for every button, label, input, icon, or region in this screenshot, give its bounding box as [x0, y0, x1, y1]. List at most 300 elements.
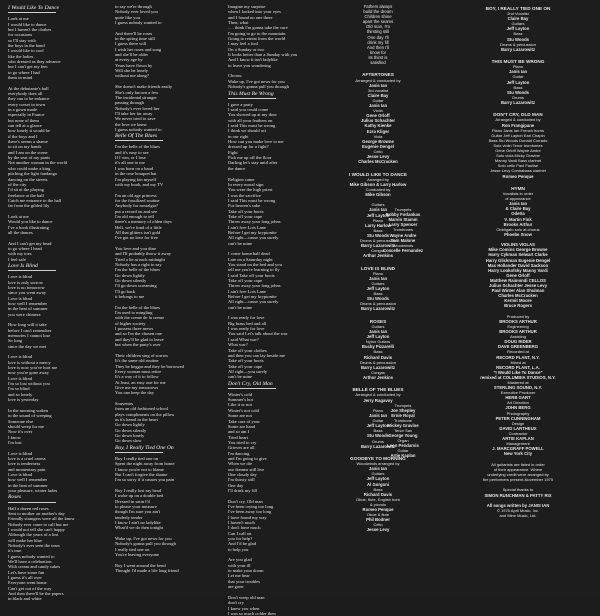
lyric-line: You can keep the day: [115, 390, 154, 396]
lyric-line: Imagine my surprise: [228, 4, 266, 9]
lyric-line: Grieves are all: [228, 445, 255, 451]
lyric-line: especially in France: [8, 112, 45, 118]
title-underline: [8, 502, 56, 503]
lyric-line: How can you make love to me: [228, 139, 284, 145]
lyric-line: Fight: [228, 149, 238, 155]
credit-role: Vocalists in order: [502, 191, 534, 197]
credit-role: build the dream: [363, 9, 393, 15]
credit-name: Richard Davis: [363, 354, 393, 360]
credit-name: Janis Ian: [368, 82, 388, 88]
lyric-line: I said Take off your boots: [228, 272, 275, 278]
credit-role: Nylon Guitars: [365, 339, 391, 345]
credit-name: Barry Lazarowitz: [360, 306, 395, 312]
lyric-line: Thought I'd made a life long friend: [115, 568, 179, 574]
lyric-line: Boy I really tied one on: [115, 455, 159, 461]
credit-name: Gene Orloff: [506, 272, 530, 278]
lyric-line: She doesn't make friends easily: [115, 84, 173, 90]
lyric-line: freelance at the ball: [8, 192, 44, 198]
lyric-line: I'm going to go to the mountain: [228, 30, 286, 36]
credit-role: Drums & percussion: [499, 41, 536, 47]
credit-role: Trumpets: [394, 402, 412, 408]
credit-name: Joe Shepley: [390, 407, 416, 413]
lyric-line: and she'll be older: [115, 52, 149, 58]
title-underline: [228, 98, 276, 99]
lyric-line: All right—cause you surely: [228, 299, 279, 305]
lyric-line: Boy I really lost my head: [115, 487, 162, 493]
credit-role: Arranged & conducted by: [355, 392, 401, 398]
credit-heading: LOVE IS BLIND: [360, 265, 396, 271]
lyric-line: so I'll stay with: [8, 37, 36, 43]
lyric-line: I'm lost: [8, 439, 22, 445]
lyric-line: and I'm going to give: [228, 455, 267, 461]
credit-name: "I Would Like To Dance": [493, 369, 543, 375]
lyric-line: passing through: [115, 100, 144, 106]
lyric-line: and momentary pain: [8, 466, 46, 472]
lyric-line: our dreams still live: [228, 466, 265, 472]
credit-name: Al Gorgoni: [367, 481, 389, 487]
lyric-line: love is now you've hurt me: [8, 365, 58, 371]
lyric-line: Wake up, I've got news for you: [228, 78, 285, 84]
lyric-line: You're leaving everyone: [115, 552, 160, 558]
lyric-line: without me along?: [115, 73, 149, 79]
credit-role: Solo viola Micky Gravine: [496, 153, 540, 159]
credit-role: the performers present-November 1975: [482, 477, 554, 483]
credit-role: Produced by: [506, 313, 530, 319]
credit-name: Charles McCracken: [358, 159, 398, 165]
credit-role: & piccolo: [369, 501, 387, 507]
lyric-line: I was the sacrifice: [228, 192, 261, 198]
lyric-line: plays compliments on the pillow: [115, 411, 175, 417]
lyric-line: Would you like to dance: [8, 219, 53, 225]
lyric-line: before I can't remember: [8, 327, 52, 333]
credit-role: satisfied: [370, 60, 386, 66]
lyric-line: can tell at a glance: [8, 123, 42, 129]
lyric-line: with my toes: [8, 251, 32, 257]
credit-role: Guitar: [372, 418, 384, 424]
lyric-line: but none of them: [8, 117, 39, 123]
credit-name: ARTIE KAPLAN: [502, 436, 534, 442]
credit-role: Organ: [397, 438, 409, 444]
lyric-line: I know: [8, 434, 21, 440]
lyric-line: Souvenirs: [115, 400, 134, 406]
credit-role: Recorded at: [507, 349, 529, 355]
lyric-line: I guess nobody wanted to: [115, 20, 162, 26]
lyric-line: When we die: [228, 461, 252, 467]
lyric-line: and so am I: [228, 429, 250, 435]
credit-role: Guitar: [397, 448, 409, 454]
lyric-line: One cloudy day: [228, 471, 257, 477]
lyric-line: who dressed as they advance: [8, 58, 61, 64]
lyric-line: and so lonely: [8, 391, 33, 397]
credit-name: Arthur Jenkins: [363, 374, 393, 380]
lyric-line: for occasions: [8, 32, 33, 38]
lyric-line: with your ill: [228, 562, 251, 568]
credit-name: Kermit Moore: [504, 298, 532, 304]
lyric-line: it's all one to me: [115, 160, 145, 166]
credit-name: Matthew Raimondi CELLOS: [490, 277, 546, 283]
lyric-line: One day: [228, 482, 244, 488]
lyric-line: of higher society: [115, 320, 146, 326]
credit-gap: [438, 105, 598, 110]
credit-name: Jeff Layton: [506, 26, 530, 32]
lyric-line: in the spring time still: [115, 36, 155, 42]
lyric-line: Look at me: [8, 213, 29, 219]
lyric-line: Take care of your: [228, 418, 260, 424]
credit-name: Brooks Arthur: [503, 221, 533, 227]
lyric-line: Friendly strangers were all the know: [8, 516, 75, 522]
song-title: [115, 133, 215, 141]
lyric-line: Can't get out of the way: [8, 585, 52, 591]
lyric-line: dressed up for a fight?: [228, 144, 269, 150]
lyric-line: Nobody ever loved you: [115, 9, 158, 15]
lyric-line: I gave a party: [228, 101, 253, 107]
lyrics-column-1: [8, 4, 93, 602]
lyric-line: the dance: [228, 165, 246, 171]
song-title: [8, 5, 93, 13]
credit-name: Jerry Ragavoy: [363, 397, 393, 403]
credit-name: Julius Schachter: [360, 118, 395, 124]
lyric-line: Can I call on: [228, 530, 252, 536]
credit-name: HERB GART: [505, 395, 531, 401]
lyric-line: I've a book illustrating: [8, 224, 49, 230]
lyric-line: everybody does all: [8, 91, 43, 97]
lyric-line: love is only sorrow: [8, 279, 43, 285]
lyric-line: Some are hand: [228, 423, 256, 429]
credit-role: Drums & percussion: [359, 359, 396, 365]
lyric-line: I said This must be wrong: [228, 123, 276, 129]
lyric-line: Tried a lie at each midnight: [115, 256, 165, 262]
lyric-line: pitching the light fandango: [8, 171, 58, 177]
lyric-line: can't be mine: [228, 240, 253, 246]
lyric-line: I guess there will: [115, 41, 147, 47]
lyric-line: Go down silently: [115, 278, 147, 284]
credit-name: Claire Bay: [507, 16, 529, 22]
lyric-line: your pleasure, winter fades: [8, 487, 58, 493]
credit-name: Barry Lazarowitz: [360, 364, 395, 370]
credit-name: V. Martin Fink: [504, 216, 532, 222]
lyric-line: to the sound of weeping: [8, 413, 52, 419]
credit-name: Stu Woods: [366, 232, 390, 238]
lyric-line: I knew you when: [228, 605, 260, 611]
credit-name: Stu Woods: [366, 433, 390, 439]
lyric-line: when I looked into your eyes: [228, 9, 281, 15]
lyric-line: I was so much colder then: [228, 610, 276, 616]
lyric-line: they can to be enhance: [8, 96, 50, 102]
lyric-line: We'll have a celebration: [8, 558, 52, 564]
lyric-line: I'm the belle of the blues: [115, 144, 160, 150]
lyric-line: . . . think I'm gonna take the cure: [228, 25, 288, 31]
credit-role: Drums: [372, 438, 384, 444]
credit-role: its thirst is: [368, 54, 388, 60]
song-title-text: I Would Like To Dance: [8, 5, 60, 11]
title-underline: [115, 140, 163, 141]
lyric-line: You tried to cry: [228, 439, 257, 445]
lyric-line: who could make a king: [8, 165, 51, 171]
credit-name: Phil Bodner: [366, 517, 390, 523]
credit-name: Romeo Penque: [362, 507, 394, 512]
lyric-line: I guess nobody wanted to: [8, 553, 55, 559]
lyric-line: The incidental stranger: [115, 94, 157, 100]
lyric-line: Nobody's ever loved her: [115, 105, 160, 111]
credit-heading: AFTERTONES: [362, 72, 394, 78]
credit-name: BROOKS ARTHUR: [499, 318, 537, 324]
lyric-line: Tried heart: [228, 434, 248, 440]
lyric-line: Half a dozen red roses: [8, 505, 49, 511]
credit-role: Drums & percussion: [359, 237, 396, 243]
lyric-line: and I found no one there: [228, 14, 273, 20]
lyric-line: Their children sing of sorrow: [115, 352, 169, 358]
credit-name: Ernie Royal: [391, 412, 415, 418]
lyric-line: since you went away: [8, 290, 47, 296]
lyric-line: all the dances: [8, 229, 33, 235]
credit-name: Ron Frangipane: [501, 122, 535, 128]
title-underline: [8, 12, 56, 13]
lyric-line: I'm so blind: [8, 386, 30, 392]
credit-role: of their appearance. Where: [493, 466, 543, 472]
credit-name: RECORD PLANT, L.A.: [496, 364, 540, 370]
credit-role: © 1975 April Music, Inc.: [496, 508, 540, 514]
credit-name: DAVE GREENBERG: [497, 344, 539, 350]
lyric-line: Then, what: [228, 20, 249, 26]
credit-heading: BOY, I REALLY TIED ONE ON: [485, 6, 551, 11]
lyric-line: Take off your boots: [228, 358, 264, 364]
lyric-line: In every moral sign: [228, 181, 264, 187]
lyric-line: to leave you wondering: [228, 62, 271, 68]
lyric-line: love is yesterday: [8, 397, 39, 403]
lyric-line: can't be mine: [228, 304, 253, 310]
credit-role: Congas: [371, 248, 385, 254]
lyric-line: and they'll be glad to leave: [115, 336, 164, 342]
credit-role: Photography: [506, 410, 530, 416]
lyric-line: them in mind: [8, 74, 33, 80]
title-underline: [115, 452, 163, 453]
lyric-line: And I can't get my head: [8, 240, 52, 246]
lyric-line: Anybody for nostalgia?: [115, 203, 158, 209]
lyric-line: I would not tell she can't happy: [8, 526, 65, 532]
credit-name: Jeff Layton: [366, 286, 390, 292]
credit-role: Jesse Levy Contrabass clarinet: [490, 168, 546, 174]
credit-role: Cello: [373, 522, 383, 528]
credit-name: Barry Lazarowitz: [360, 243, 395, 249]
credit-role: And then I'll: [366, 44, 390, 50]
lyric-line: You were the high priest: [228, 187, 273, 193]
lyric-line: I was ready for love: [228, 315, 265, 321]
credit-heading: THIS MUST BE WRONG: [491, 59, 545, 65]
credit-role: underlying credit were arranged by: [487, 471, 549, 477]
credit-name: George Young: [388, 433, 418, 439]
credit-name: Jeff Layton: [366, 334, 390, 340]
credit-role: Arranged & conducted by: [495, 117, 541, 123]
lyric-line: Religion came: [228, 176, 255, 182]
credit-role: Piano: [372, 217, 384, 223]
lyric-line: Everyone went home: [8, 580, 47, 586]
lyrics-column-3: [228, 4, 323, 616]
credit-role: Violin: [373, 108, 383, 114]
lyric-line: And I'd be glad: [228, 541, 256, 547]
lyric-line: I ain't free Lois Lane: [228, 288, 266, 294]
credit-name: Jeff Layton: [366, 476, 390, 482]
credit-role: thirsting still: [366, 29, 390, 35]
credit-role: Bass: [513, 31, 523, 37]
credit-role: Design: [511, 420, 525, 426]
lyric-line: Give me my tomorrows: [115, 384, 159, 390]
song-title-text: Don't Cry, Old Man: [228, 380, 273, 387]
lyric-line: will make her blue: [8, 537, 42, 543]
lyric-line: I'm playing fan myself: [115, 176, 157, 182]
credit-heading: HYMN: [511, 185, 525, 191]
lyric-line: love is a cruel caress: [8, 455, 46, 461]
lyric-line: in black and white: [8, 596, 42, 602]
credit-name: J. MARCGRAFF POWELL: [492, 446, 544, 452]
lyric-line: Years have flown by: [115, 62, 153, 68]
lyric-line: I guess it's all over: [8, 574, 42, 580]
lyric-line: Go down silently: [115, 427, 147, 433]
lyric-line: Go down lightly: [115, 422, 145, 428]
credit-role: Mixed at: [510, 359, 526, 365]
lyric-line: I know I ain't no ladylike: [115, 520, 161, 526]
lyric-line: by the seat of my pants: [8, 155, 51, 161]
credit-name: Romeo Penque: [502, 173, 534, 179]
credit-role: Viola: [373, 133, 383, 139]
lyric-line: love is no tomorrow: [8, 284, 45, 290]
credit-name: Marvin Stamm: [388, 217, 418, 223]
lyric-line: with my book, and my TV: [115, 181, 164, 187]
lyric-line: I'm used to mingling: [115, 310, 153, 316]
lyric-line: Love is blind: [8, 354, 32, 360]
credit-name: Ezra Kliger: [366, 128, 390, 134]
lyric-line: Now it's over: [8, 429, 33, 435]
credit-role: Arranged by: [367, 176, 389, 182]
credit-name: Larry Harlow: [365, 222, 391, 228]
lyric-line: Love is blind: [8, 450, 32, 456]
credit-role: Bass: [373, 428, 383, 434]
lyric-line: Someone else: [8, 418, 34, 424]
credit-role: Guitar: [512, 74, 524, 80]
lyric-line: for the fossilized routine: [115, 197, 160, 203]
credit-name: DOUG RIDER: [504, 339, 532, 345]
credit-name: Janis Ian: [368, 207, 388, 213]
lyric-line: And then there'll be the papers: [8, 591, 64, 597]
lyric-line: In the morning waken: [8, 407, 49, 413]
credit-name: Bobby Forlankas: [385, 212, 421, 218]
credit-name: Artie Kaplan: [390, 453, 416, 459]
credit-name: STERLING SOUND, N.Y.: [493, 385, 543, 391]
lyric-line: love is tenderness: [8, 461, 41, 467]
lyric-line: You love and you dine: [115, 245, 156, 251]
credit-role: Gene Orloff Wayne Andre: [495, 148, 541, 154]
lyric-line: I said What war?: [228, 336, 259, 342]
lyric-line: I've got no love for free: [115, 235, 158, 241]
credit-role: Engineering: [507, 323, 529, 329]
credit-name: Jesse Levy: [366, 153, 390, 159]
lyric-line: I'd sit at the playing: [8, 187, 44, 193]
song-title-text: Boy, I Really Tied One On: [115, 444, 174, 451]
song-title: [8, 263, 93, 271]
lyric-line: On a Sunday or two: [228, 46, 265, 52]
lyric-line: are gone: [228, 584, 244, 590]
credit-role: Guitars: [371, 471, 385, 477]
credit-role: Bass: [373, 349, 383, 355]
credit-name: Stu Woods: [506, 36, 530, 42]
lyric-line: to make your doom: [228, 568, 264, 574]
lyric-line: with all your feathers on: [228, 117, 273, 123]
credit-role: Conducted by: [365, 186, 391, 192]
lyric-line: Some are not: [228, 413, 252, 419]
lyric-line: Big brass bed and all: [228, 320, 267, 326]
credit-name: Harry Lookofsky Manny Vardi: [488, 267, 548, 273]
lyric-line: Sent to mother on mother's day: [8, 510, 65, 516]
lyric-line: there's seems a shame: [8, 139, 48, 145]
credit-role: Woodwinds arranged by: [356, 461, 400, 467]
credit-role: drink my fill: [367, 39, 389, 45]
lyric-line: the boys in the band: [8, 42, 45, 48]
credit-role: Arranged & conducted by: [355, 77, 401, 83]
lyric-line: but I haven't the clothes: [8, 26, 52, 32]
lyric-line: Pick me up off the floor: [228, 155, 272, 161]
lyric-line: What war?: [228, 342, 248, 348]
lyric-line: Love is blind: [8, 471, 32, 477]
credit-heading: BELLE OF THE BLUES: [352, 387, 404, 393]
lyric-line: tell me you're learning to fly: [228, 267, 280, 273]
credit-name: Leon Pendarvis: [387, 443, 419, 449]
credit-name: JOHN BERG: [505, 405, 531, 411]
lyric-line: that your troubles: [228, 578, 261, 584]
lyric-line: Love is blind: [8, 375, 32, 381]
lyric-line: every corset in town: [8, 101, 45, 107]
lyric-line: Go down lonely: [115, 433, 145, 439]
lyric-line: memories I cannot lose: [8, 333, 51, 338]
credit-role: Management: [506, 441, 530, 447]
lyric-line: but I can't get my feet: [8, 64, 48, 70]
credit-role: Bass Stu Woods Donald Corrado: [488, 137, 548, 143]
lyric-line: I don't have much: [228, 525, 261, 531]
credit-name: Claire Bay: [367, 92, 389, 98]
credit-name: RECORD PLANT, N.Y.: [496, 354, 540, 360]
credit-name: Janis Ian: [368, 275, 388, 281]
lyric-line: Go down slow: [115, 438, 142, 444]
credit-role: Congas: [371, 369, 385, 375]
lyric-line: But I can't forgive the shame: [115, 471, 168, 477]
lyric-line: Take off your cape: [228, 363, 263, 369]
credit-role: and Mine Music, Ltd.: [499, 513, 537, 519]
credit-role: Piano: [372, 270, 384, 276]
credit-name: Janis Ian: [368, 413, 388, 419]
credit-name: All songs written by JANIS IAN: [486, 503, 550, 508]
credit-role: Piano Janis Ian French horns: [491, 127, 545, 133]
lyric-line: Take off your boots: [228, 208, 264, 214]
credit-role: Tenor Sax: [393, 428, 412, 433]
lyric-line: I'm the belle of the blues: [115, 304, 160, 310]
credit-name: BROOKS ARTHUR: [499, 329, 537, 335]
lyric-line: Before I get my kryptonite: [228, 294, 277, 300]
credit-name: Janis Ian: [368, 466, 388, 472]
lyric-line: Love is blind: [8, 295, 32, 301]
lyric-line: tenderly tender: [115, 514, 143, 520]
lyric-line: with the creme de la creme: [115, 315, 165, 321]
credit-name: VIOLINS VIOLAS: [500, 242, 535, 248]
lyric-line: All that glitters isn't gold: [115, 229, 161, 235]
credit-name: Jeff Layton: [366, 212, 390, 218]
lyric-line: dancing on the streets: [8, 176, 48, 182]
lyric-line: It's the same old routine: [115, 358, 159, 364]
credit-role: Bass: [373, 486, 383, 492]
lyric-line: in our right: [228, 133, 249, 139]
credit-role: Guitars: [371, 280, 385, 286]
credit-role: Cello: [373, 148, 383, 154]
credit-role: of appearance: [505, 196, 531, 202]
lyric-line: You said Let's talk about the war: [228, 331, 288, 337]
credit-role: Mastered at: [507, 380, 529, 385]
